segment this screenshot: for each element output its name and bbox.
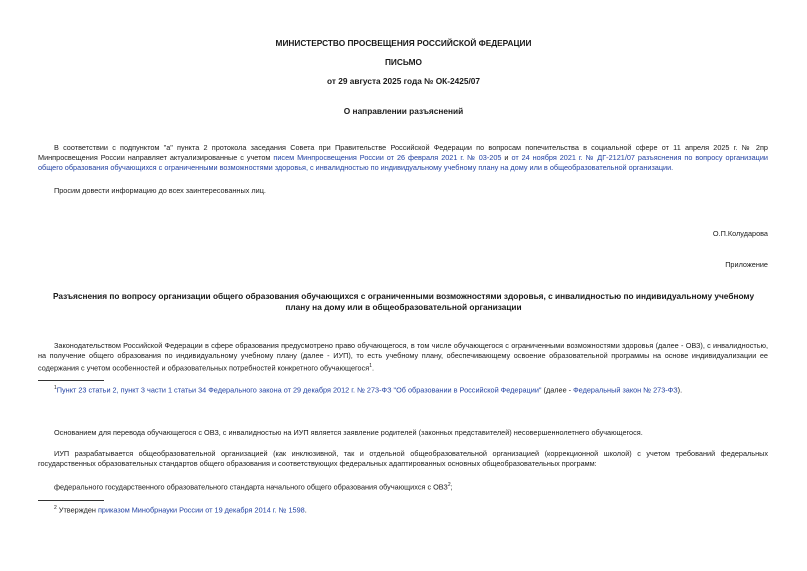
footnote-ref-2[interactable]: 2 (447, 482, 451, 488)
letter-paragraph-2: Просим довести информацию до всех заинтересованных лиц. (54, 186, 266, 195)
appendix-p1-text: Законодательством Российской Федерации в сфере образования предусмотрено право обучающегося, в том числе обучающегося с ограниченными возможностями здоровья (далее - ОВЗ), с инвалидностью, на получение общего образования по индивидуальному учебному плану (далее - ИУП), то есть учебному плану, обеспечивающему освоение образовательной программы на основе индивидуализации ее содержания с учетом особенностей и образовательных потребностей конкретного обучающегося (38, 341, 768, 373)
footnote-1 (38, 383, 768, 395)
footnote-ref-1[interactable]: 1 (369, 363, 372, 369)
letter-p1-and: и (501, 153, 512, 162)
letter-p1-text: В соответствии с подпунктом "а" пункта 2 протокола заседания Совета при Правительстве Российской Федерации по вопросам попечительства в социальной сфере от 11 апреля 2025 г. № 2пр Минпросвещения России направляет актуализированные с учетом (38, 143, 768, 162)
document-subject: О направлении разъяснений (343, 106, 464, 116)
link-letter-2021-02[interactable]: писем Минпросвещения России от 26 февраля 2021 г. № 03-205 (273, 153, 502, 162)
appendix-paragraph-1 (38, 341, 768, 373)
footnote-2-text: Утвержден (56, 505, 98, 515)
footnote-2 (38, 503, 768, 515)
footnote-2-end: . (304, 505, 307, 515)
appendix-label: Приложение (725, 260, 768, 269)
link-clarifications[interactable]: разъяснения по вопросу организации общего образования обучающихся с ограниченными возможностями здоровья, с инвалидностью по индивидуальному учебному плану на дому или в общеобразовательной организации. (38, 153, 768, 172)
link-letter-2021-11[interactable]: от 24 ноября 2021 г. № ДГ-2121/07 (511, 153, 635, 162)
appendix-paragraph-3: ИУП разрабатывается общеобразовательной организацией (как инклюзивной, так и отдельной общеобразовательной организацией (коррекционной школой) с учетом требований федеральных государственных образовательных стандартов общего образования и соответствующих федеральных адаптированных основных общеобразовательных программ: (38, 449, 768, 468)
footnote-divider-1 (38, 380, 104, 381)
letter-paragraph-1 (38, 143, 768, 173)
footnote-2-mark: 2 (54, 505, 57, 511)
footnote-divider-2 (38, 500, 104, 501)
appendix-p4-text: федерального государственного образовательного стандарта начального общего образования обучающихся с ОВЗ (54, 482, 448, 492)
signature: О.П.Колударова (712, 229, 768, 238)
document-date-number: от 29 августа 2025 года № ОК-2425/07 (326, 76, 481, 86)
link-federal-law-273-short[interactable]: Федеральный закон № 273-ФЗ (573, 385, 678, 395)
footnote-1-mid: (далее - (541, 385, 574, 395)
appendix-paragraph-4 (38, 480, 768, 492)
document-type: ПИСЬМО (384, 57, 423, 67)
footnote-1-end: ). (677, 385, 683, 395)
appendix-title: Разъяснения по вопросу организации общего образования обучающихся с ограниченными возможностями здоровья, с инвалидностью по индивидуальному учебному плану на дому или в общеобразовательной организации (52, 291, 755, 312)
appendix-paragraph-2: Основанием для перевода обучающегося с ОВЗ, с инвалидностью на ИУП является заявление родителей (законных представителей) несовершеннолетнего обучающегося. (54, 428, 643, 437)
link-order-1598[interactable]: приказом Минобрнауки России от 19 декабря 2014 г. № 1598 (97, 505, 305, 515)
link-federal-law-273[interactable]: Пункт 23 статьи 2, пункт 3 части 1 статьи 34 Федерального закона от 29 декабря 2012 г. № 273-ФЗ "Об образовании в Российской Федерации" (56, 385, 542, 395)
appendix-p4-end: ; (450, 482, 453, 492)
footnote-1-mark: 1 (54, 385, 57, 391)
ministry-name: МИНИСТЕРСТВО ПРОСВЕЩЕНИЯ РОССИЙСКОЙ ФЕДЕРАЦИИ (275, 38, 532, 48)
appendix-p1-end: . (371, 363, 375, 373)
